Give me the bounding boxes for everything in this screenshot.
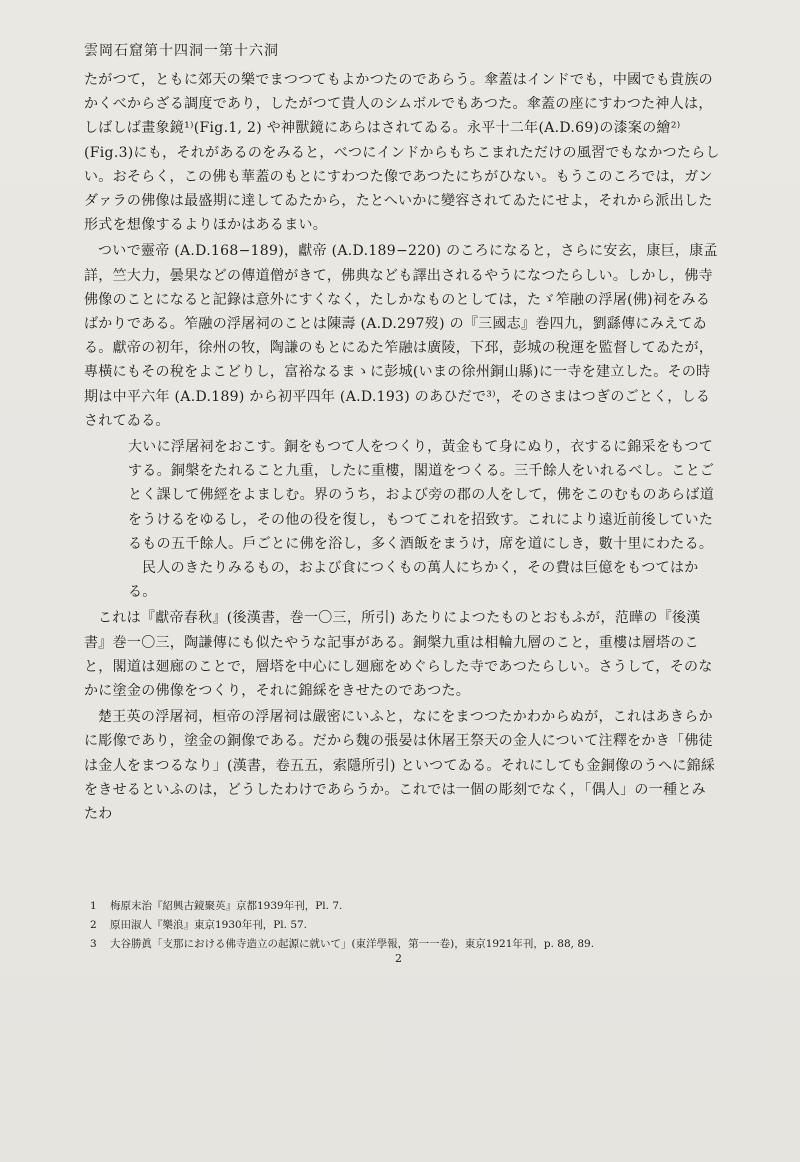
quote-paragraph: 大いに浮屠祠をおこす。銅をもつて人をつくり，黃金もて身にぬり，衣するに錦采をもつてする。銅槃をたれること九重，したに重樓，閣道をつくる。三千餘人をいれるべし。ことごとく課して佛經をよましむ。界のうち，および旁の郡の人をして，佛をこのむものあらば道をうけるをゆるし，その他の役を復し，もつてこれを招致す。これにより遠近前後していたるもの五千餘人。戶ごとに佛を浴し，多く酒飯をまうけ，席を道にしき，數十里にわたる。	[128, 439, 715, 552]
footnote-number: 3	[90, 938, 97, 950]
footnote	[84, 935, 724, 954]
paragraph: これは『獻帝春秋』(後漢書，巻一〇三，所引) あたりによつたものとおもふが，范曄の『後漢書』巻一〇三，陶謙傳にも似たやうな記事がある。銅槃九重は相輪九層のこと，重樓は層塔のこと，閣道は廻廊のことで，層塔を中心にし廻廊をめぐらした寺であつたらしい。さうして，そのなかに塗金の佛像をつくり，それに錦綵をきせたのであつた。	[84, 610, 713, 700]
body-text	[84, 68, 720, 826]
running-head: 雲岡石窟第十四洞一第十六洞	[84, 43, 279, 59]
quote-paragraph: 民人のきたりみるもの，および食につくもの萬人にちかく，その費は巨億をもつてはかる。	[128, 560, 699, 601]
paragraph: ついで靈帝 (A.D.168−189)，獻帝 (A.D.189−220) のころになると，さらに安玄，康巨，康孟詳，竺大力，曇果などの傳道僧がきて，佛典なども譯出されるやうになつたらしい。しかし，佛寺佛像のことになると記錄は意外にすくなく，たしかなものとしては，たゞ笮融の浮屠(佛)祠をみるばかりである。笮融の浮屠祠のことは陳壽 (A.D.297歿) の『三國志』巻四九，劉繇傳にみえてゐる。獻帝の初年，徐州の牧，陶謙のもとにゐた笮融は廣陵，下邳，彭城の稅運を監督してゐたが，專橫にもその稅をよこどりし，富裕なるまゝに彭城(いまの徐州銅山縣)に一寺を建立した。その時期は中平六年 (A.D.189) から初平四年 (A.D.193) のあひだで³⁾，そのさまはつぎのごとく，しるされてゐる。	[84, 243, 718, 429]
page-number: 2	[395, 952, 402, 965]
footnotes	[84, 897, 724, 954]
footnote-text: 原田淑人『樂浪』東京1930年刊，Pl. 57.	[110, 919, 308, 931]
footnote-text: 大谷勝眞「支那における佛寺造立の起源に就いて」(東洋學報，第一一卷)，東京1921年刊，p. 88, 89.	[110, 938, 595, 950]
footnote-number: 1	[90, 900, 97, 912]
footnote	[84, 897, 724, 916]
footnote-number: 2	[90, 919, 97, 931]
paragraph: たがつて，ともに郊天の樂でまつつてもよかつたのであらう。傘蓋はインドでも，中國でも貴族のかくべからざる調度であり，したがつて貴人のシムボルでもあつた。傘蓋の座にすわつた神人は，しばしば畫象鏡¹⁾(Fig.1, 2) や神獸鏡にあらはされてゐる。永平十二年(A.D.69)の漆案の繪²⁾(Fig.3)にも，それがあるのをみると，べつにインドからもちこまれただけの風習でもなかつたらしい。おそらく，この佛も華蓋のもとにすわつた像であつたにちがひない。もうこのころでは，ガンダァラの佛像は最盛期に達してゐたから，たとへいかに變容されてゐたにせよ，それから派出した形式を想像するよりほかはあるまい。	[84, 72, 720, 234]
footnote-text: 梅原末治『紹興古鏡聚英』京都1939年刊，Pl. 7.	[110, 900, 343, 912]
paragraph: 楚王英の浮屠祠，桓帝の浮屠祠は嚴密にいふと，なにをまつつたかわからぬが，これはあきらかに彫像であり，塗金の銅像である。だから魏の張晏は休屠王祭天の金人について注釋をかき「佛徒は金人をまつるなり」(漢書，卷五五，索隱所引) といつてゐる。それにしても金銅像のうへに錦綵をきせるといふのは，どうしたわけであらうか。これでは一個の彫刻でなく，「偶人」の一種とみたわ	[84, 709, 716, 823]
footnote	[84, 916, 724, 935]
